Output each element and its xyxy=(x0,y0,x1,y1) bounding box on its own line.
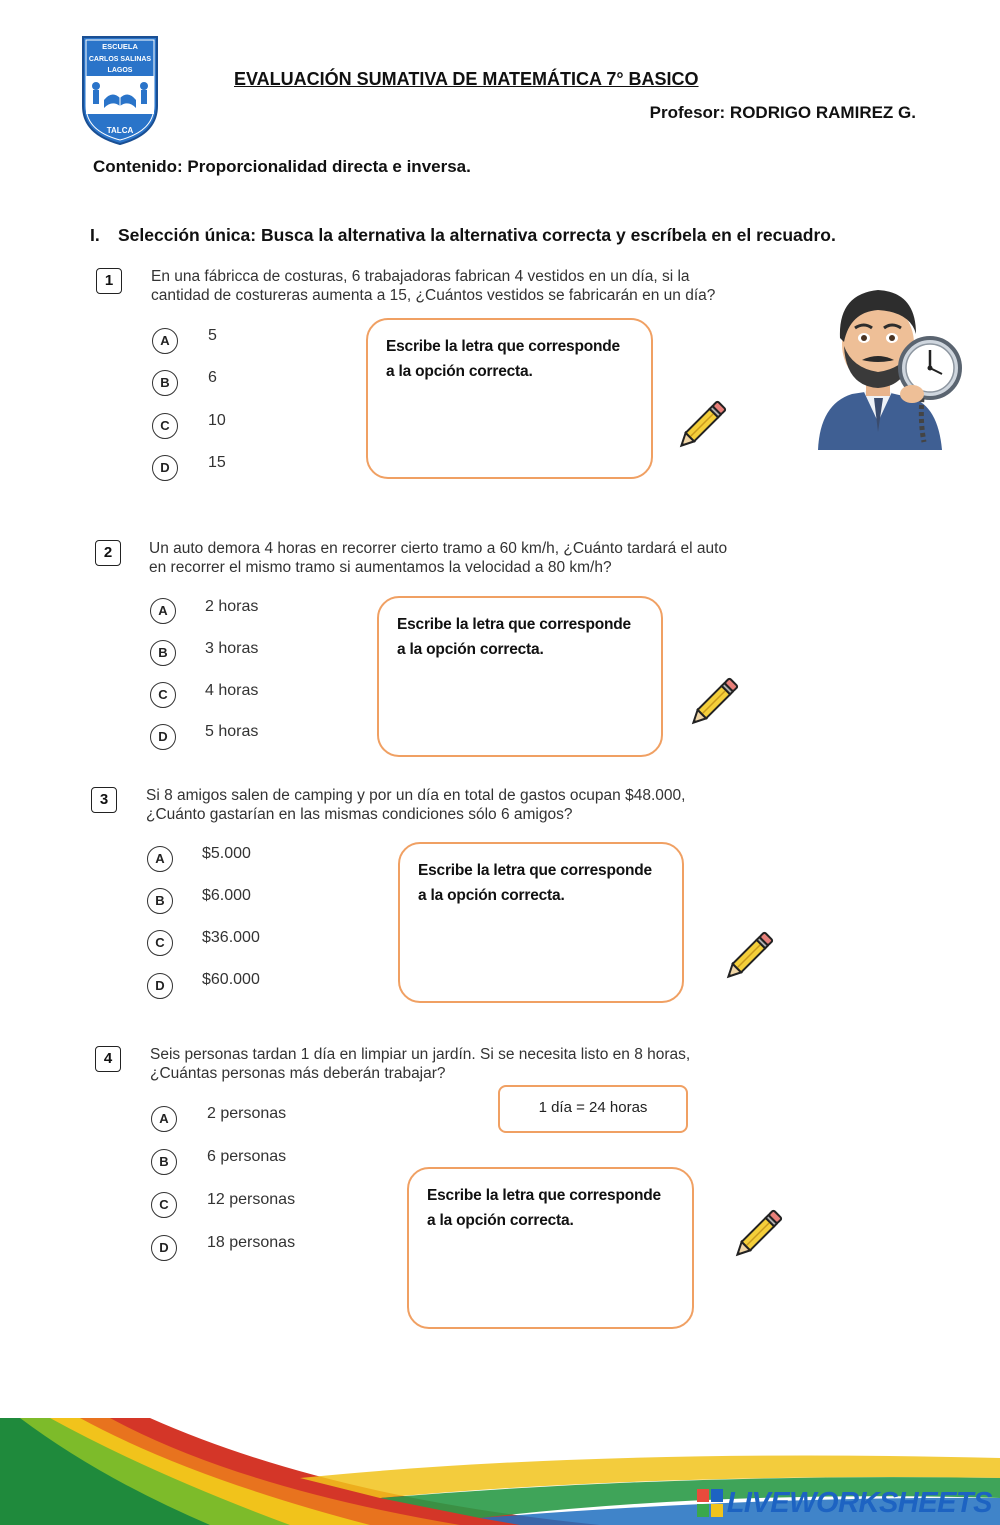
question-1-option-c-text: 10 xyxy=(208,412,226,429)
question-2-number: 2 xyxy=(95,540,121,566)
question-2-option-c-letter: C xyxy=(150,682,176,708)
question-4-text xyxy=(150,1045,690,1083)
question-2-answer-box[interactable] xyxy=(377,596,663,757)
answer-prompt-line-2: a la opción correcta. xyxy=(397,641,544,658)
pencil-icon xyxy=(732,1203,788,1261)
question-4-option-b-letter: B xyxy=(151,1149,177,1175)
liveworksheets-logo-icon xyxy=(697,1489,723,1517)
question-1-answer-box[interactable] xyxy=(366,318,653,479)
question-3-text xyxy=(146,786,685,824)
question-3-option-c-text: $36.000 xyxy=(202,929,260,946)
pencil-icon xyxy=(676,394,732,452)
liveworksheets-brand: LIVEWORKSHEETS xyxy=(726,1487,992,1519)
answer-prompt-line-2: a la opción correcta. xyxy=(386,363,533,380)
question-4-line-1: Seis personas tardan 1 día en limpiar un jardín. Si se necesita listo en 8 horas, xyxy=(150,1046,691,1063)
answer-prompt-line-1: Escribe la letra que corresponde xyxy=(418,862,652,879)
question-4-line-2: ¿Cuántas personas más deberán trabajar? xyxy=(150,1065,446,1082)
question-1-option-a-letter: A xyxy=(152,328,178,354)
question-4-option-d-text: 18 personas xyxy=(207,1234,296,1251)
answer-prompt-line-2: a la opción correcta. xyxy=(418,887,565,904)
question-1-option-b-text: 6 xyxy=(208,369,217,386)
question-3-line-1: Si 8 amigos salen de camping y por un día en total de gastos ocupan $48.000, xyxy=(146,787,686,804)
question-2-line-1: Un auto demora 4 horas en recorrer cierto tramo a 60 km/h, ¿Cuánto tardará el auto xyxy=(149,540,728,557)
question-3-option-a-text: $5.000 xyxy=(202,845,251,862)
question-3-line-2: ¿Cuánto gastarían en las mismas condiciones sólo 6 amigos? xyxy=(146,806,573,823)
question-2-option-a-text: 2 horas xyxy=(205,598,259,615)
question-3-option-a-letter: A xyxy=(147,846,173,872)
question-4-number: 4 xyxy=(95,1046,121,1072)
question-3-option-c-letter: C xyxy=(147,930,173,956)
answer-prompt-line-2: a la opción correcta. xyxy=(427,1212,574,1229)
question-4-option-c-text: 12 personas xyxy=(207,1191,296,1208)
question-3-option-b-text: $6.000 xyxy=(202,887,251,904)
question-4-option-c-letter: C xyxy=(151,1192,177,1218)
question-2-option-d-text: 5 horas xyxy=(205,723,259,740)
section-number: I. xyxy=(90,225,100,245)
content-topic: Contenido: Proporcionalidad directa e inversa. xyxy=(93,157,471,176)
question-1-text xyxy=(151,267,715,305)
logo-line-1: ESCUELA xyxy=(102,42,138,51)
question-1-number: 1 xyxy=(96,268,122,294)
question-3-option-d-text: $60.000 xyxy=(202,971,260,988)
question-2-option-b-letter: B xyxy=(150,640,176,666)
question-1-option-d-letter: D xyxy=(152,455,178,481)
answer-prompt-line-1: Escribe la letra que corresponde xyxy=(386,338,620,355)
question-3-number: 3 xyxy=(91,787,117,813)
school-logo xyxy=(80,34,160,146)
question-2-option-c-text: 4 horas xyxy=(205,682,259,699)
question-4-answer-box[interactable] xyxy=(407,1167,694,1329)
question-4-hint-box: 1 día = 24 horas xyxy=(498,1085,688,1133)
question-4-option-a-text: 2 personas xyxy=(207,1105,287,1122)
page-title: EVALUACIÓN SUMATIVA DE MATEMÁTICA 7° BASICO xyxy=(234,69,699,89)
question-2-line-2: en recorrer el mismo tramo si aumentamos la velocidad a 80 km/h? xyxy=(149,559,612,576)
question-1-line-1: En una fábricca de costuras, 6 trabajadoras fabrican 4 vestidos en un día, si la xyxy=(151,268,690,285)
section-heading xyxy=(90,225,836,246)
logo-city: TALCA xyxy=(106,126,134,135)
teacher-name: Profesor: RODRIGO RAMIREZ G. xyxy=(649,103,916,122)
logo-line-2: CARLOS SALINAS xyxy=(88,56,152,63)
question-2-option-a-letter: A xyxy=(150,598,176,624)
question-1-line-2: cantidad de costureras aumenta a 15, ¿Cuántos vestidos se fabricarán en un día? xyxy=(151,287,716,304)
question-1-option-d-text: 15 xyxy=(208,454,226,471)
pencil-icon xyxy=(723,925,779,983)
question-1-option-a-text: 5 xyxy=(208,327,217,344)
section-instructions: Selección única: Busca la alternativa la alternativa correcta y escríbela en el recuadro. xyxy=(118,225,836,245)
question-3-option-d-letter: D xyxy=(147,973,173,999)
question-2-option-d-letter: D xyxy=(150,724,176,750)
question-1-option-b-letter: B xyxy=(152,370,178,396)
question-2-text xyxy=(149,539,727,577)
question-4-option-d-letter: D xyxy=(151,1235,177,1261)
pencil-icon xyxy=(688,671,744,729)
logo-line-3: LAGOS xyxy=(107,67,133,74)
teacher-avatar-illustration xyxy=(812,282,962,450)
question-4-option-b-text: 6 personas xyxy=(207,1148,287,1165)
question-1-option-c-letter: C xyxy=(152,413,178,439)
question-2-option-b-text: 3 horas xyxy=(205,640,259,657)
question-4-option-a-letter: A xyxy=(151,1106,177,1132)
question-3-option-b-letter: B xyxy=(147,888,173,914)
answer-prompt-line-1: Escribe la letra que corresponde xyxy=(397,616,631,633)
question-3-answer-box[interactable] xyxy=(398,842,684,1003)
answer-prompt-line-1: Escribe la letra que corresponde xyxy=(427,1187,661,1204)
